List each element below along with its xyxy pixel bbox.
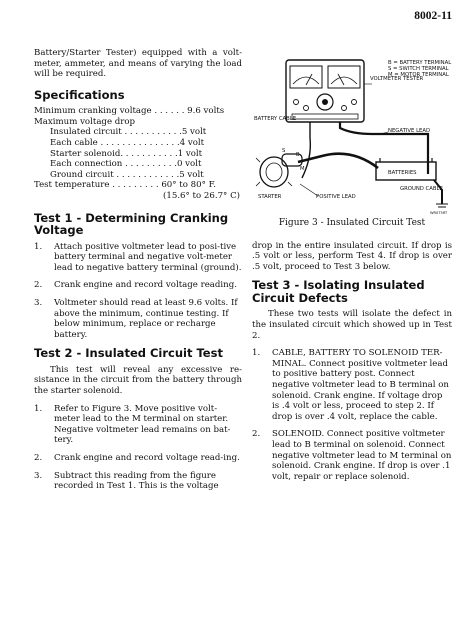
ground-cable-label: GROUND CABLE (400, 186, 443, 192)
step-text: Voltmeter should read at least 9.6 volts. If above the minimum, continue testing. If below minimum, replace or recharge battery. (54, 298, 238, 340)
test1-heading: Test 1 - Determining Cranking Voltage (34, 210, 229, 238)
test1-steps (34, 242, 242, 341)
legend-m: M = MOTOR TERMINAL (388, 72, 449, 78)
test2-step (34, 453, 242, 464)
tester-box (286, 60, 364, 122)
step-number: 3. (34, 298, 43, 308)
step-text: Crank engine and record voltage reading. (54, 280, 237, 291)
step-number: 2. (252, 429, 261, 440)
step-text: CABLE, BATTERY TO SOLENOID TER-MINAL. Connect positive voltmeter lead to positive battery post. Connect negative voltmeter lead to B terminal on solenoid. Crank engine. If voltage drop is .4 volt or less, proceed to step 2. If drop is over .4 volt, replace the cable. (272, 348, 449, 422)
test2-step (34, 471, 242, 492)
starter-motor (260, 157, 288, 187)
spec-line: Insulated circuit . . . . . . . . . . .5 volt (50, 127, 207, 138)
step-number: 1. (34, 241, 43, 252)
terminal-b-label: B (296, 152, 300, 158)
specifications-heading: Specifications (34, 87, 125, 102)
right-column (252, 58, 452, 489)
intro-paragraph: Battery/Starter Tester) equipped with a volt-meter, ammeter, and means of varying the load will be required. (34, 48, 242, 80)
step-text: Subtract this reading from the figure recorded in Test 1. This is the voltage (54, 470, 219, 492)
test3-step (252, 429, 452, 482)
spec-line: Each cable . . . . . . . . . . . . . . .4 volt (50, 138, 205, 149)
voltmeter-tester-label: VOLTMETER TESTER (370, 76, 424, 82)
spec-line: Test temperature . . . . . . . . . 60° to 80° F. (34, 180, 216, 191)
terminal-m-label: M (300, 166, 305, 172)
step-text: Crank engine and record voltage read-ing. (54, 453, 240, 464)
step-number: 2. (34, 280, 43, 291)
step-text: Refer to Figure 3. Move positive volt-meter lead to the M terminal on starter. Negative voltmeter lead remains on bat-tery. (54, 403, 231, 446)
test3-intro: These two tests will isolate the defect in the insulated circuit which showed up in Test 2. (252, 309, 452, 341)
step-number: 1. (34, 403, 43, 414)
page-number: 8002-11 (414, 10, 452, 22)
step-number: 3. (34, 470, 43, 481)
ground-cable-wire (434, 180, 442, 204)
figure-caption: Figure 3 - Insulated Circuit Test (278, 218, 426, 228)
test3-heading: Test 3 - Isolating Insulated Circuit Defects (252, 278, 425, 305)
starter-label: STARTER (258, 194, 282, 200)
test2-step (34, 404, 242, 446)
test1-step (34, 242, 242, 274)
spec-line: Starter solenoid. . . . . . . . . . .1 volt (50, 148, 203, 159)
spec-line: Maximum voltage drop (34, 116, 136, 127)
insulated-circuit-diagram (252, 58, 452, 218)
spec-line: Each connection . . . . . . . . . .0 volt (50, 159, 202, 170)
test2-intro: This test will reveal any excessive re-sistance in the circuit from the battery through the starter solenoid. (34, 364, 242, 397)
spec-line: Ground circuit . . . . . . . . . . . .5 volt (50, 169, 204, 180)
figure-code: WR0T5RT (430, 211, 448, 215)
step-number: 2. (34, 453, 43, 464)
test2-steps (34, 404, 242, 492)
step-number: 1. (252, 348, 261, 359)
positive-lead-label: POSITIVE LEAD (316, 194, 356, 200)
test3-step (252, 348, 452, 422)
terminal-s-label: S (282, 148, 286, 154)
test2-continued: drop in the entire insulated circuit. If drop is .5 volt or less, perform Test 4. If drop is over .5 volt, proceed to Test 3 below. (252, 240, 452, 272)
test1-step (34, 280, 242, 291)
spec-line: (15.6° to 26.7° C) (163, 191, 240, 202)
step-text: Attach positive voltmeter lead to posi-tive battery terminal and negative volt-meter lead to negative battery terminal (ground). (54, 241, 242, 273)
legend-s: S = SWITCH TERMINAL (388, 66, 449, 72)
legend-b: B = BATTERY TERMINAL (388, 60, 452, 66)
spec-line: Minimum cranking voltage . . . . . . 9.6 volts (34, 106, 225, 117)
specifications-list (34, 106, 242, 201)
step-text: SOLENOID. Connect positive voltmeter lead to B terminal on solenoid. Connect negative voltmeter lead to M terminal on solenoid. Crank engine. If drop is over .1 volt, repair or replace solenoid. (272, 429, 452, 482)
left-column (34, 48, 242, 499)
negative-lead-label: NEGATIVE LEAD (388, 128, 431, 134)
test2-heading: Test 2 - Insulated Circuit Test (34, 346, 223, 361)
battery-cable-label: BATTERY CABLE (254, 116, 297, 122)
batteries-label: BATTERIES (388, 170, 417, 176)
test3-steps (252, 348, 452, 482)
test1-step (34, 298, 242, 340)
